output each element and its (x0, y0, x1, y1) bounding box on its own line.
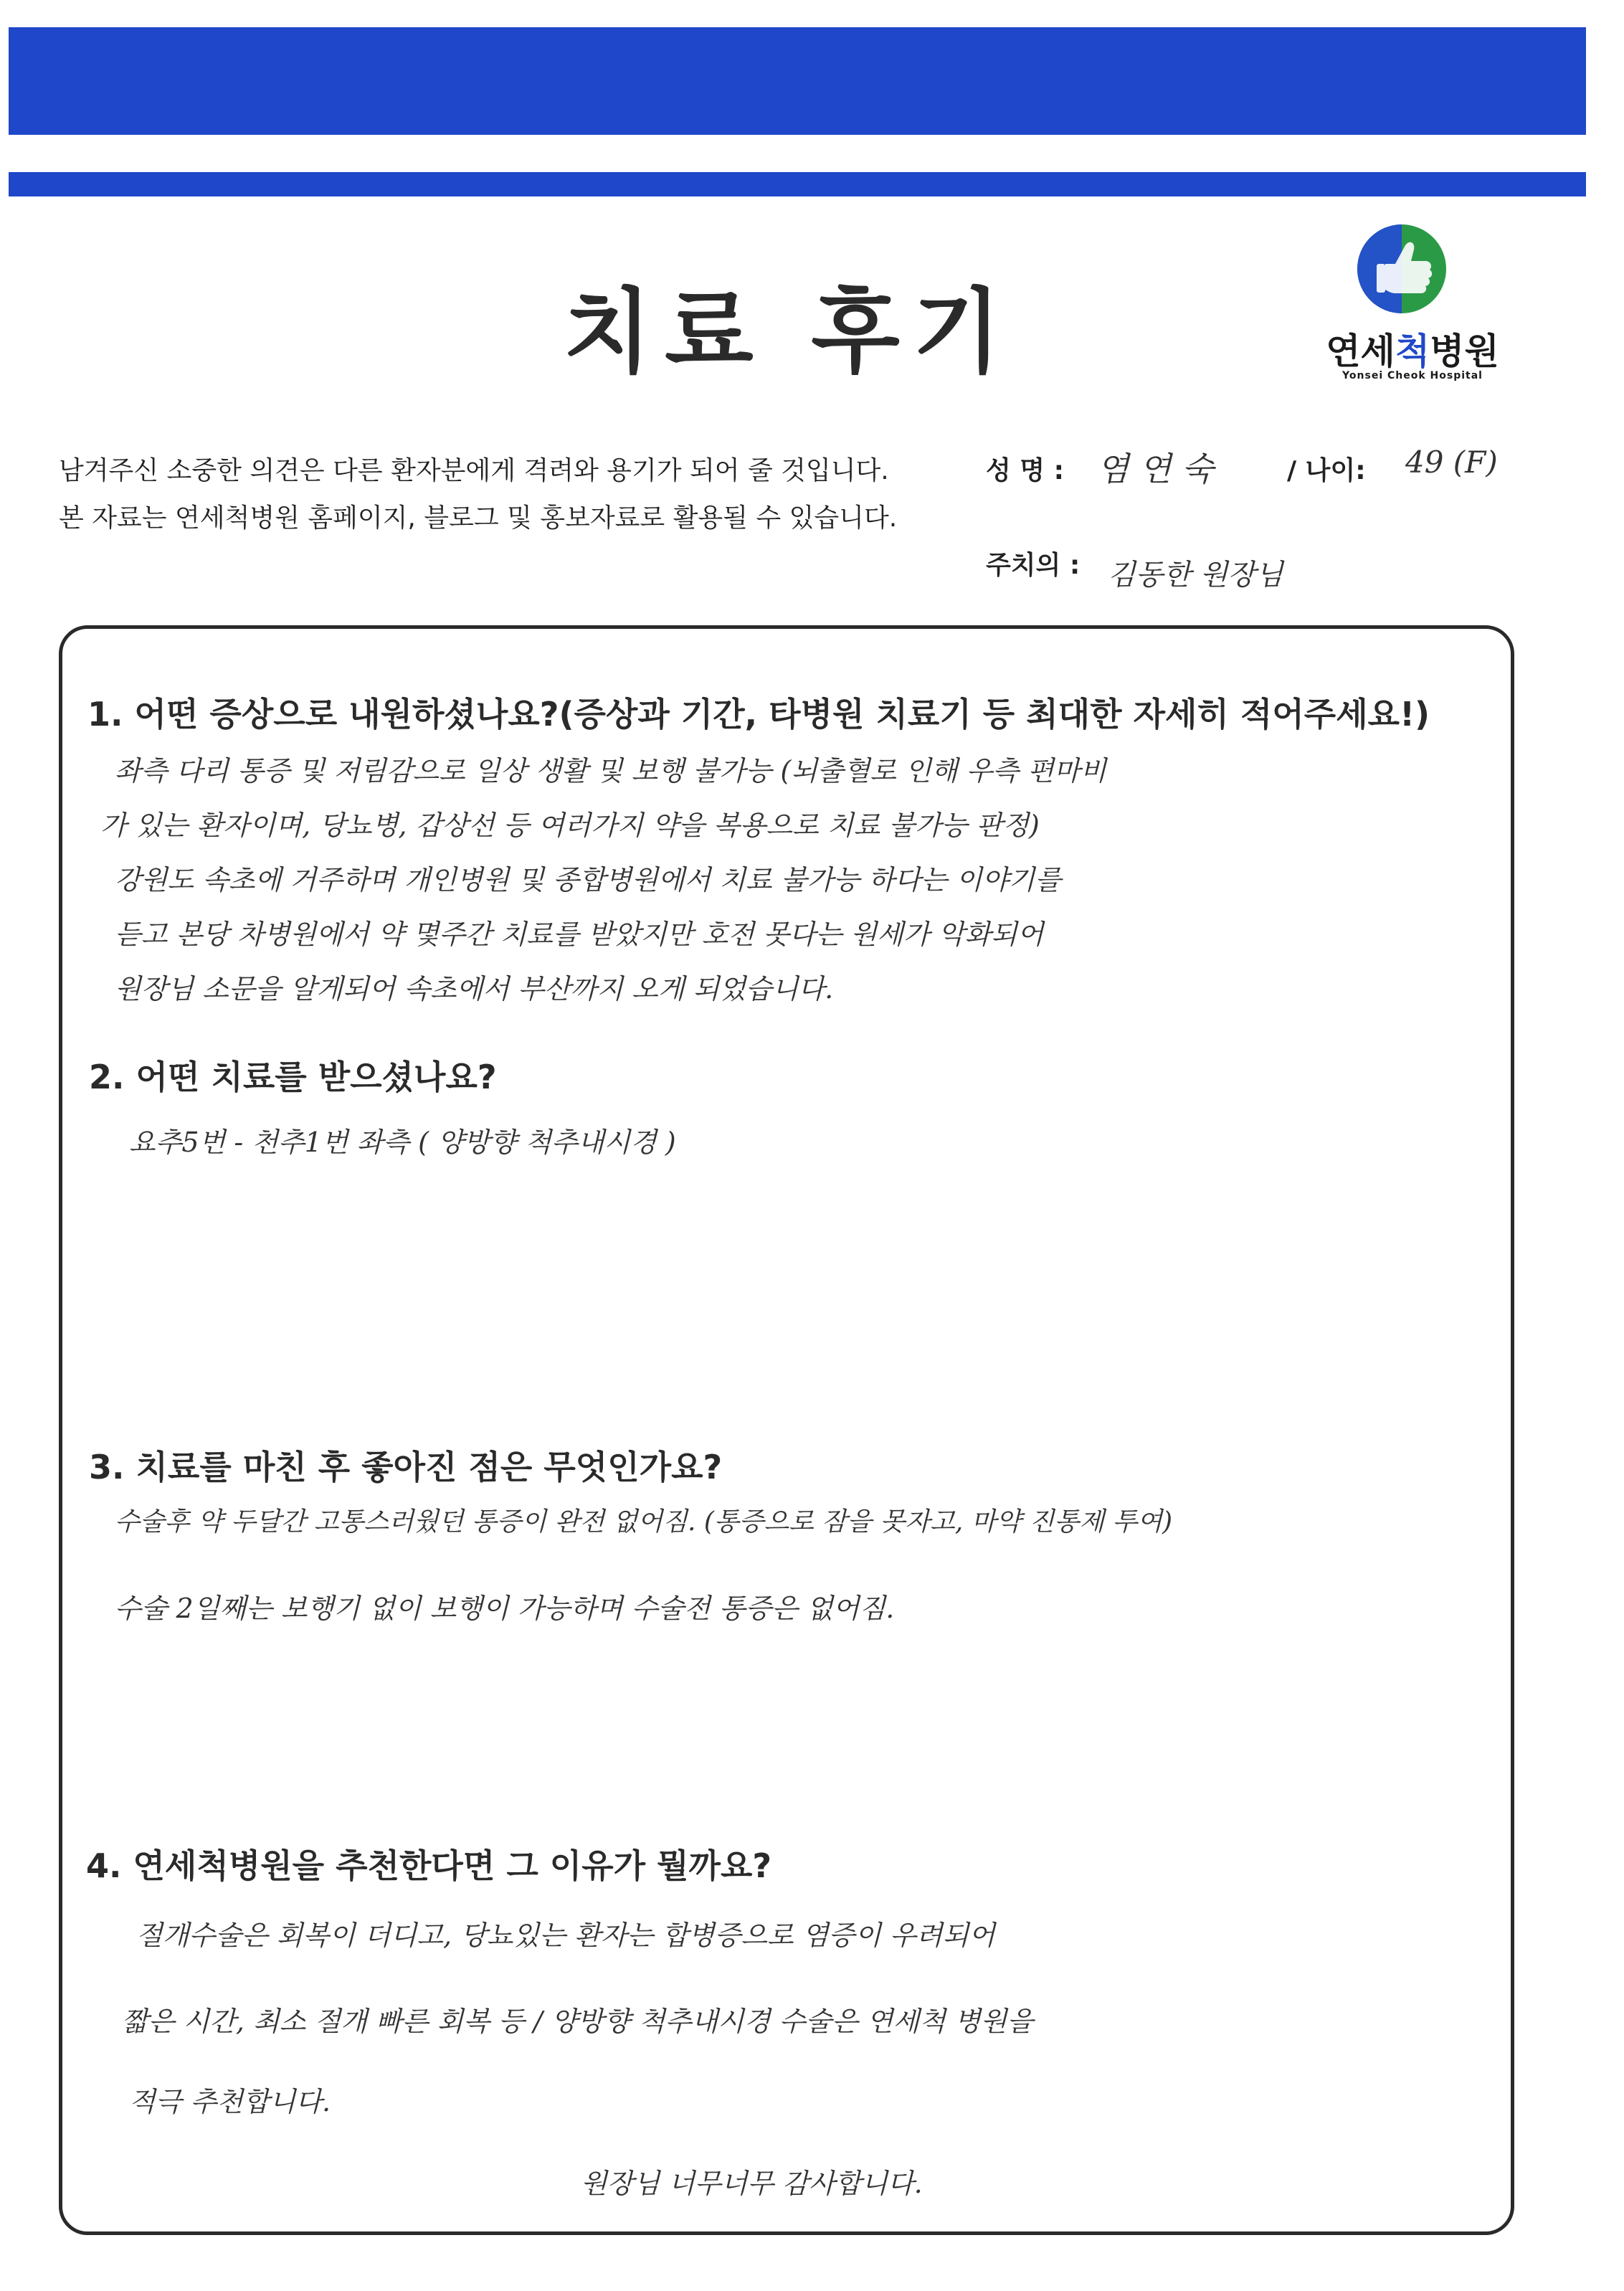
page-title: 치료 후기 (563, 279, 1015, 386)
answer-4-line-4: 원장님 너무너무 감사합니다. (581, 2168, 923, 2199)
question-1: 1. 어떤 증상으로 내원하셨나요?(증상과 기간, 타병원 치료기 등 최대한 자세히 적어주세요!) (87, 695, 1430, 734)
hospital-logo (1305, 215, 1520, 394)
name-label: 성 명 : (986, 456, 1065, 485)
answer-3-line-2: 수술 2일째는 보행기 없이 보행이 가능하며 수술전 통증은 없어짐. (115, 1593, 895, 1624)
logo-name: 연세척병원 (1326, 331, 1499, 372)
doctor-value: 김동한 원장님 (1108, 559, 1283, 592)
question-2: 2. 어떤 치료를 받으셨나요? (89, 1058, 497, 1096)
doctor-label: 주치의 : (986, 551, 1081, 580)
answer-3-line-1: 수술후 약 두달간 고통스러웠던 통증이 완전 없어짐. (통증으로 잠을 못자고, 마약 진통제 투여) (115, 1507, 1173, 1537)
answer-2-line-1: 요추5번 - 천추1번 좌측 ( 양방향 척추내시경 ) (129, 1126, 676, 1158)
name-value: 염 연 숙 (1097, 450, 1214, 488)
age-label: / 나이: (1287, 456, 1366, 485)
logo-subtitle: Yonsei Cheok Hospital (1342, 370, 1483, 381)
question-3: 3. 치료를 마친 후 좋아진 점은 무엇인가요? (89, 1448, 723, 1486)
thumbs-up-logo-icon (1355, 222, 1448, 318)
answer-1-line-3: 강원도 속초에 거주하며 개인병원 및 종합병원에서 치료 불가능 하다는 이야기를 (115, 864, 1062, 896)
question-4: 4. 연세척병원을 추천한다면 그 이유가 뭘까요? (86, 1846, 772, 1885)
answer-1-line-4: 듣고 본당 차병원에서 약 몇주간 치료를 받았지만 호전 못다는 원세가 악화되어 (115, 919, 1044, 950)
intro-line-1: 남겨주신 소중한 의견은 다른 환자분에게 격려와 용기가 되어 줄 것입니다. (59, 456, 889, 485)
answer-1-line-1: 좌측 다리 통증 및 저림감으로 일상 생활 및 보행 불가능 (뇌출혈로 인해 우측 편마비 (115, 755, 1107, 787)
thin-blue-band (9, 172, 1586, 196)
answer-4-line-3: 적극 추천합니다. (129, 2086, 331, 2117)
top-blue-band (9, 27, 1586, 135)
intro-line-2: 본 자료는 연세척병원 홈페이지, 블로그 및 홍보자료로 활용될 수 있습니다. (59, 503, 898, 533)
answer-1-line-5: 원장님 소문을 알게되어 속초에서 부산까지 오게 되었습니다. (115, 973, 834, 1005)
answer-4-line-1: 절개수술은 회복이 더디고, 당뇨있는 환자는 합병증으로 염증이 우려되어 (136, 1920, 995, 1951)
answer-1-line-2: 가 있는 환자이며, 당뇨병, 갑상선 등 여러가지 약을 복용으로 치료 불가능 판정) (100, 810, 1040, 841)
answer-4-line-2: 짧은 시간, 최소 절개 빠른 회복 등 / 양방향 척추내시경 수술은 연세척 병원을 (122, 2006, 1034, 2037)
age-value: 49 (F) (1405, 445, 1498, 480)
